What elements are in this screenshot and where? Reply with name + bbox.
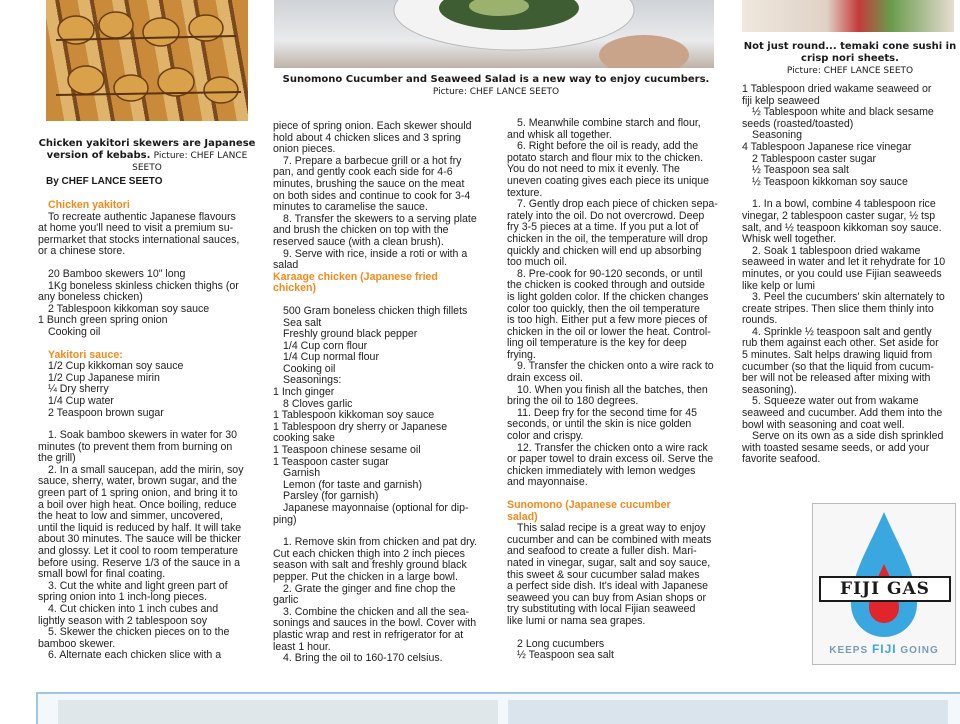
step-line: rounds. — [742, 314, 778, 327]
step-line: and mayonnaise. — [507, 476, 588, 489]
step-line: about 30 minutes. The sauce will be thicker — [38, 533, 241, 546]
step-line: pepper. Put the chicken in a large bowl. — [273, 570, 458, 583]
step-line: 4. Sprinkle ½ teaspoon salt and gently — [752, 325, 932, 338]
ingredient-line: 1/4 Cup corn flour — [283, 339, 368, 352]
ingredient-line: ¼ Dry sherry — [48, 383, 109, 396]
step-line: Cut each chicken thigh into 2 inch pieces — [273, 547, 465, 560]
salad-caption-text: Sunomono Cucumber and Seaweed Salad is a new way to enjoy cucumbers. — [282, 74, 710, 85]
temaki-caption-line1: Not just round... temaki cone sushi in — [743, 41, 957, 52]
step-line: spring onion into 1 inch-long pieces. — [38, 591, 208, 604]
step-line: 5. Skewer the chicken pieces on to the — [48, 626, 230, 639]
ingredient-line: 1/4 Cup normal flour — [283, 351, 379, 364]
temaki-caption-line2: crisp nori sheets. — [801, 53, 899, 64]
step-line: 2. In a small saucepan, add the mirin, soy — [48, 463, 244, 476]
text-line: permarket that stocks international sauces, — [38, 233, 240, 246]
yakitori-steps — [38, 430, 264, 662]
step-line: texture. — [507, 186, 543, 199]
step-line: 3. Peel the cucumbers' skin alternately to — [752, 291, 945, 304]
column-4 — [742, 84, 956, 466]
step-line: drain excess oil. — [507, 372, 583, 385]
step-line: Whisk well together. — [742, 233, 837, 246]
step-line: is too high. Either put a few more pieces of — [507, 314, 708, 327]
step-line: cucumber (so that the liquid from cucum- — [742, 360, 934, 373]
step-line: 8. Transfer the skewers to a serving plate — [283, 212, 477, 225]
sunomono-intro — [507, 523, 733, 627]
step-line: rately into the oil. Do not overcrowd. Deep — [507, 209, 705, 222]
heading-karaage-chicken — [273, 272, 499, 295]
step-line: create stripes. Then slice them thinly into — [742, 302, 934, 315]
heading-line: Karaage chicken (Japanese fried — [273, 270, 438, 283]
step-line: on both sides and continue to cook for 3-4 — [273, 189, 471, 202]
step-line: the heat to low and simmer, uncovered, — [38, 510, 223, 523]
step-line: small bowl for final coating. — [38, 568, 166, 581]
step-line: seasoning). — [742, 383, 797, 396]
step-line: rub them against each other. Set aside for — [742, 337, 939, 350]
step-line: reserved sauce (with a clean brush). — [273, 235, 444, 248]
ingredient-line: fiji kelp seaweed — [742, 94, 820, 107]
step-line: 2. Soak 1 tablespoon dried wakame — [752, 244, 921, 257]
step-line: quickly and chicken will end up absorbing — [507, 244, 702, 257]
bottom-banner-edge — [36, 692, 960, 724]
step-line: 2. Grate the ginger and fine chop the — [283, 582, 456, 595]
ingredient-line: Cooking oil — [283, 362, 336, 375]
ingredient-line: Garnish — [283, 467, 321, 480]
step-line: before using. Reserve 1/3 of the sauce in a — [38, 556, 240, 569]
ingredient-line: 2 Tablespoon caster sugar — [752, 152, 877, 165]
ingredient-line: any boneless chicken) — [38, 291, 143, 304]
step-line: 4. Bring the oil to 160-170 celsius. — [283, 652, 443, 665]
step-line: and whisk all together. — [507, 128, 612, 141]
step-line: until the liquid is reduced by half. It will take — [38, 521, 242, 534]
sunomono-ingredients — [507, 639, 733, 662]
step-line: seconds, or until the skin is nice golden — [507, 418, 692, 431]
ingredient-line: 500 Gram boneless chicken thigh fillets — [283, 304, 468, 317]
step-line: least 1 hour. — [273, 640, 331, 653]
step-line: potato starch and flour mix to the chicken. — [507, 151, 704, 164]
text-line: try substituting with local Fijian seaweed — [507, 603, 696, 616]
step-line: like kelp or lumi — [742, 279, 816, 292]
step-line: is light golden color. If the chicken changes — [507, 290, 709, 303]
yakitori-caption — [36, 138, 258, 174]
ingredient-line: Lemon (for taste and garnish) — [283, 478, 422, 491]
ingredient-line: 1 Inch ginger — [273, 386, 335, 399]
ingredient-line: 1 Bunch green spring onion — [38, 314, 168, 327]
step-line: with toasted sesame seeds, or add your — [742, 441, 930, 454]
slogan-fiji: FIJI — [871, 642, 897, 656]
step-line: 7. Gently drop each piece of chicken sepa- — [517, 198, 718, 211]
sunomono-steps — [742, 199, 956, 466]
step-line: uneven coating gives each piece its unique — [507, 174, 710, 187]
step-line: sonings and sauces in the bowl. Cover with — [273, 617, 477, 630]
step-line: seaweed in water and let it rehydrate for 10 — [742, 256, 946, 269]
yakitori-caption-text: Chicken yakitori skewers are Japanese version of kebabs. — [38, 138, 256, 161]
text-line: seaweed you can buy from Asian shops or — [507, 591, 707, 604]
text-line: a perfect side dish. It's ideal with Japanese — [507, 580, 709, 593]
step-line: sauce, sherry, water, brown sugar, and the — [38, 475, 237, 488]
ingredient-line: ½ Tablespoon white and black sesame — [752, 106, 934, 119]
heading-line: Sunomono (Japanese cucumber — [507, 499, 671, 511]
sunomono-ingredients-continued — [742, 84, 956, 188]
step-line: chicken in the oil or lower the heat. Control- — [507, 325, 711, 338]
ingredient-line: 4 Tablespoon Japanese rice vinegar — [742, 140, 912, 153]
ingredient-line: 8 Cloves garlic — [283, 397, 353, 410]
heading-sunomono — [507, 500, 733, 523]
ingredient-line: Parsley (for garnish) — [283, 490, 379, 503]
step-line: or paper towel to drain excess oil. Serve the — [507, 453, 714, 466]
salad-photo — [274, 0, 714, 68]
step-line: bowl with seasoning and coat well. — [742, 418, 905, 431]
step-line: bring the oil to 180 degrees. — [507, 395, 639, 408]
step-line: a boil over high heat. Once boiling, reduce — [38, 498, 237, 511]
step-line: and glossy. Let it cool to room temperature — [38, 545, 239, 558]
text-line: nated in vinegar, sugar, salt and soy sauce, — [507, 556, 711, 569]
ingredient-line: Seasoning — [752, 129, 803, 142]
step-line: bamboo skewer. — [38, 637, 116, 650]
heading-line: chicken) — [273, 282, 316, 295]
step-line: 6. Right before the oil is ready, add the — [517, 140, 699, 153]
step-line: 1. Remove skin from chicken and pat dry. — [283, 536, 478, 549]
step-line: 8. Pre-cook for 90-120 seconds, or until — [517, 267, 703, 280]
text-line: To recreate authentic Japanese flavours — [48, 210, 236, 223]
step-line: hold about 4 chicken slices and 3 spring — [273, 131, 461, 144]
step-line: fry 3-5 pieces at a time. If you put a lot of — [507, 221, 699, 234]
step-line: minutes, brushing the sauce on the meat — [273, 177, 465, 190]
ingredient-line: 1 Tablespoon kikkoman soy sauce — [273, 409, 435, 422]
step-line: too much oil. — [507, 256, 568, 269]
ingredient-line: 1 Teaspoon chinese sesame oil — [273, 444, 421, 457]
text-line: this sweet & sour cucumber salad makes — [507, 568, 700, 581]
step-line: You do not need to mix it evenly. The — [507, 163, 680, 176]
step-line: 5. Squeeze water out from wakame — [752, 395, 919, 408]
step-line: the chicken is cooked through and outside — [507, 279, 705, 292]
slogan-keeps: KEEPS — [829, 645, 869, 656]
step-line: ling oil temperature is the key for deep — [507, 337, 687, 350]
step-line: 11. Deep fry for the second time for 45 — [517, 406, 697, 419]
step-line: color too quickly, then the oil temperature — [507, 302, 700, 315]
temaki-photo — [742, 0, 954, 32]
step-line: minutes to caramelise the sauce. — [273, 201, 428, 214]
temaki-caption-credit: Picture: CHEF LANCE SEETO — [786, 66, 914, 76]
ingredient-line: Sea salt — [283, 316, 322, 329]
ingredient-line: 2 Long cucumbers — [517, 637, 605, 650]
yakitori-caption-credit: Picture: CHEF LANCE SEETO — [132, 151, 248, 173]
heading-chicken-yakitori: Chicken yakitori — [48, 199, 130, 211]
fiji-gas-brand: FIJI GAS — [819, 576, 951, 602]
step-line: 10. When you finish all the batches, then — [517, 383, 708, 396]
step-line: minutes, or you could use Fijian seaweeds — [742, 267, 942, 280]
ingredient-line: 1 Teaspoon caster sugar — [273, 455, 389, 468]
step-line: 1. Soak bamboo skewers in water for 30 — [48, 429, 238, 442]
ingredient-line: ping) — [273, 513, 297, 526]
yakitori-ingredients — [38, 269, 264, 339]
step-line: pan, and gently cook each side for 4-6 — [273, 166, 453, 179]
heading-yakitori-sauce: Yakitori sauce: — [48, 348, 123, 361]
step-line: 12. Transfer the chicken onto a wire rack — [517, 441, 708, 454]
step-line: minutes (to prevent them from burning on — [38, 440, 233, 453]
column-3 — [507, 118, 733, 662]
ingredient-line: Cooking oil — [48, 325, 101, 338]
step-line: 3. Cut the white and light green part of — [48, 579, 228, 592]
text-line: and seafood to create a fuller dish. Mari- — [507, 545, 697, 558]
fiji-gas-ad[interactable] — [812, 503, 956, 665]
step-line: chicken immediately with lemon wedges — [507, 464, 696, 477]
step-line: season with salt and freshly ground black — [273, 559, 467, 572]
step-line: lightly season with 2 tablespoon soy — [38, 614, 208, 627]
step-line: ber will not be released after mixing with — [742, 372, 931, 385]
yakitori-sauce-list — [38, 361, 264, 419]
ingredient-line: Seasonings: — [283, 374, 342, 387]
ingredient-line: ½ Teaspoon sea salt — [752, 164, 849, 177]
step-line: color and crispy. — [507, 430, 584, 443]
text-line: like lumi or nama sea grapes. — [507, 614, 646, 627]
step-line: 1. In a bowl, combine 4 tablespoon rice — [752, 198, 936, 211]
temaki-caption — [742, 41, 958, 77]
step-line: seaweed and cucumber. Add them into the — [742, 407, 943, 420]
ingredient-line: ½ Teaspoon kikkoman soy sauce — [752, 175, 908, 188]
step-line: chicken in the oil, the temperature will drop — [507, 232, 708, 245]
heading-line: salad) — [507, 510, 538, 523]
text-line: This salad recipe is a great way to enjoy — [517, 522, 706, 535]
salad-caption-credit: Picture: CHEF LANCE SEETO — [432, 87, 560, 97]
step-line: green part of 1 spring onion, and bring it to — [38, 487, 238, 500]
ingredient-line: cooking sake — [273, 432, 335, 445]
text-line: cucumber and can be combined with meats — [507, 533, 712, 546]
step-line: 5 minutes. Salt helps drawing liquid from — [742, 349, 933, 362]
ingredient-line: 1Kg boneless skinless chicken thighs (or — [48, 279, 239, 292]
ingredient-line: Freshly ground black pepper — [283, 328, 418, 341]
step-line: frying. — [507, 348, 536, 361]
step-line: 5. Meanwhile combine starch and flour, — [517, 117, 701, 129]
step-line: the grill) — [38, 452, 76, 465]
byline: By CHEF LANCE SEETO — [46, 176, 163, 187]
step-line: and brush the chicken on top with the — [273, 224, 449, 237]
ingredient-line: 1/4 Cup water — [48, 394, 114, 407]
text-line: at home you'll need to visit a premium su- — [38, 222, 234, 235]
step-line: onion pieces. — [273, 143, 336, 156]
step-line: 3. Combine the chicken and all the sea- — [283, 605, 470, 618]
ingredient-line: seeds (roasted/toasted) — [742, 117, 854, 130]
step-line: plastic wrap and rest in refrigerator for at — [273, 628, 464, 641]
step-line: salad — [273, 259, 299, 272]
fiji-gas-slogan — [813, 642, 955, 656]
column-2 — [273, 121, 499, 665]
karaage-steps-continued — [507, 118, 733, 489]
karaage-ingredients — [273, 306, 499, 526]
step-line: 7. Prepare a barbecue grill or a hot fry — [283, 154, 462, 167]
column-1 — [38, 200, 264, 662]
text-line: or a chinese store. — [38, 245, 126, 258]
ingredient-line: 1 Tablespoon dried wakame seaweed or — [742, 83, 932, 95]
step-line: 9. Transfer the chicken onto a wire rack to — [517, 360, 714, 373]
step-line: 6. Alternate each chicken slice with a — [48, 649, 222, 662]
step-line: 9. Serve with rice, inside a roti or with a — [283, 247, 468, 260]
ingredient-line: 1/2 Cup kikkoman soy sauce — [48, 360, 184, 373]
ingredient-line: 20 Bamboo skewers 10" long — [48, 267, 186, 280]
step-line: garlic — [273, 594, 299, 607]
ingredient-line: Japanese mayonnaise (optional for dip- — [283, 502, 469, 514]
yakitori-intro — [38, 212, 264, 258]
step-line: favorite seafood. — [742, 453, 821, 466]
ingredient-line: 1 Tablespoon dry sherry or Japanese — [273, 420, 448, 433]
step-line: salt, and ½ teaspoon kikkoman soy sauce. — [742, 221, 942, 234]
yakitori-photo — [46, 0, 248, 121]
slogan-going: GOING — [900, 645, 939, 656]
ingredient-line: ½ Teaspoon sea salt — [517, 649, 614, 662]
step-line: piece of spring onion. Each skewer should — [273, 120, 472, 132]
step-line: 4. Cut chicken into 1 inch cubes and — [48, 603, 219, 615]
yakitori-steps-continued — [273, 121, 499, 272]
step-line: vinegar, 2 tablespoon caster sugar, ½ tsp — [742, 209, 936, 222]
ingredient-line: 1/2 Cup Japanese mirin — [48, 371, 160, 384]
ingredient-line: 2 Tablespoon kikkoman soy sauce — [48, 302, 210, 315]
salad-caption — [274, 74, 718, 98]
karaage-steps — [273, 537, 499, 665]
step-line: Serve on its own as a side dish sprinkled — [752, 430, 944, 443]
ingredient-line: 2 Teaspoon brown sugar — [48, 406, 164, 419]
